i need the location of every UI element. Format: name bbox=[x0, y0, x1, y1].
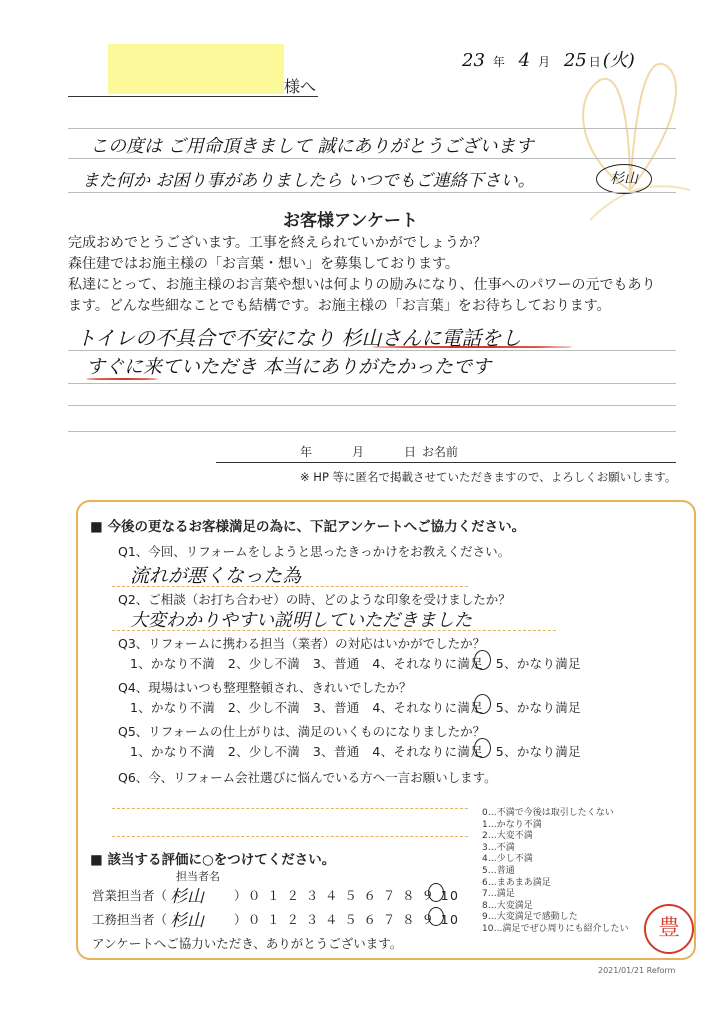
rule bbox=[68, 128, 676, 129]
message-line-1: この度は ご用命頂きまして 誠にありがとうございます bbox=[90, 136, 534, 157]
legend-item: 6…まあまあ満足 bbox=[482, 877, 551, 888]
a2: 大変わかりやすい説明していただきました bbox=[130, 610, 472, 631]
comment-line-2: すぐに来ていただき 本当にありがたかったです bbox=[86, 356, 492, 378]
answer-line bbox=[112, 630, 556, 631]
name-line bbox=[68, 96, 318, 97]
rule bbox=[68, 158, 676, 159]
red-stamp: 豊 bbox=[644, 904, 694, 954]
questionnaire-heading: ■ 今後の更なるお客様満足の為に、下記アンケートへご協力ください。 bbox=[90, 519, 526, 535]
thanks-message: アンケートへご協力いただき、ありがとうございます。 bbox=[92, 936, 403, 951]
comment-line-1: トイレの不具合で不安になり 杉山さんに電話をし bbox=[76, 326, 522, 350]
legend-item: 10…満足でぜひ周りにも紹介したい bbox=[482, 923, 629, 934]
legend-item: 4…少し不満 bbox=[482, 854, 533, 865]
survey-intro-4: ます。どんな些細なことでも結構です。お施主様の「お言葉」をお待ちしております。 bbox=[68, 298, 611, 314]
works-scale: ）０ １ ２ ３ ４ ５ ６ ７ ８ ９ 10 bbox=[234, 912, 460, 927]
sales-selected-mark bbox=[428, 883, 444, 902]
survey-intro-2: 森住建ではお施主様の「お言葉・想い」を募集しております。 bbox=[68, 256, 459, 272]
q4-selected-mark bbox=[474, 694, 491, 714]
q4-options: 1、かなり不満 2、少し不満 3、普通 4、それなりに満足 5、かなり満足 bbox=[130, 700, 581, 715]
answer-line bbox=[112, 586, 468, 587]
works-name: 杉山 bbox=[170, 911, 204, 931]
q2: Q2、ご相談（お打ち合わせ）の時、どのような印象を受けましたか？ bbox=[118, 592, 511, 607]
rule bbox=[68, 350, 676, 351]
q6: Q6、今、リフォーム会社選びに悩んでいる方へ一言お願いします。 bbox=[118, 770, 497, 785]
rule bbox=[68, 405, 676, 406]
legend-item: 8…大変満足 bbox=[482, 900, 533, 911]
answer-line bbox=[112, 808, 468, 809]
legend-item: 2…大変不満 bbox=[482, 831, 533, 842]
q3: Q3、リフォームに携わる担当（業者）の対応はいかがでしたか？ bbox=[118, 636, 486, 651]
anonymity-note: ※ HP 等に匿名で掲載させていただきますので、よろしくお願いします。 bbox=[300, 470, 677, 484]
q3-options: 1、かなり不満 2、少し不満 3、普通 4、それなりに満足 5、かなり満足 bbox=[130, 656, 581, 671]
form-version: 2021/01/21 Reform bbox=[598, 966, 676, 975]
legend-item: 0…不満で今後は取引したくない bbox=[482, 808, 614, 818]
name-highlight bbox=[108, 44, 284, 94]
rating-legend bbox=[482, 808, 628, 936]
name-underline bbox=[216, 462, 676, 463]
survey-intro-3: 私達にとって、お施主様のお言葉や想いは何よりの励みになり、仕事へのパワーの元でもあり bbox=[68, 277, 656, 293]
legend-item: 1…かなり不満 bbox=[482, 819, 542, 830]
staff-label: 担当者名 bbox=[176, 870, 220, 883]
legend-item: 3…不満 bbox=[482, 842, 515, 853]
date: 23 年 4 月 25 日 (火) bbox=[462, 50, 635, 71]
legend-item: 9…大変満足で感動した bbox=[482, 912, 578, 923]
works-selected-mark bbox=[428, 907, 444, 926]
signature-stamp: 杉山 bbox=[596, 164, 652, 194]
legend-item: 5…普通 bbox=[482, 865, 515, 876]
sales-name: 杉山 bbox=[170, 887, 204, 907]
sales-scale: ）０ １ ２ ３ ４ ５ ６ ７ ８ ９ 10 bbox=[234, 888, 460, 903]
rule bbox=[68, 383, 676, 384]
q5-options: 1、かなり不満 2、少し不満 3、普通 4、それなりに満足 5、かなり満足 bbox=[130, 744, 581, 759]
answer-line bbox=[112, 836, 468, 837]
q5: Q5、リフォームの仕上がりは、満足のいくものになりましたか？ bbox=[118, 724, 486, 739]
legend-item: 7…満足 bbox=[482, 889, 515, 900]
underline bbox=[86, 378, 158, 380]
q1: Q1、今回、リフォームをしようと思ったきっかけをお教えください。 bbox=[118, 544, 511, 559]
survey-intro-1: 完成おめでとうございます。工事を終えられていかがでしょうか？ bbox=[68, 235, 487, 251]
survey-title: お客様アンケート bbox=[283, 211, 418, 231]
underline bbox=[372, 346, 572, 348]
salutation: 様へ bbox=[284, 77, 317, 96]
q3-selected-mark bbox=[474, 650, 491, 670]
rating-heading: ■ 該当する評価に○をつけてください。 bbox=[90, 852, 336, 868]
works-label: 工務担当者（ bbox=[92, 912, 168, 927]
rule bbox=[68, 431, 676, 432]
a1: 流れが悪くなった為 bbox=[130, 565, 302, 587]
sales-label: 営業担当者（ bbox=[92, 888, 168, 903]
q4: Q4、現場はいつも整理整頓され、きれいでしたか？ bbox=[118, 680, 412, 695]
date-name-line: 年 月 日 お名前 bbox=[300, 445, 459, 459]
message-line-2: また何か お困り事がありましたら いつでもご連絡下さい。 bbox=[82, 171, 535, 191]
q5-selected-mark bbox=[474, 738, 491, 758]
rule bbox=[68, 192, 676, 193]
